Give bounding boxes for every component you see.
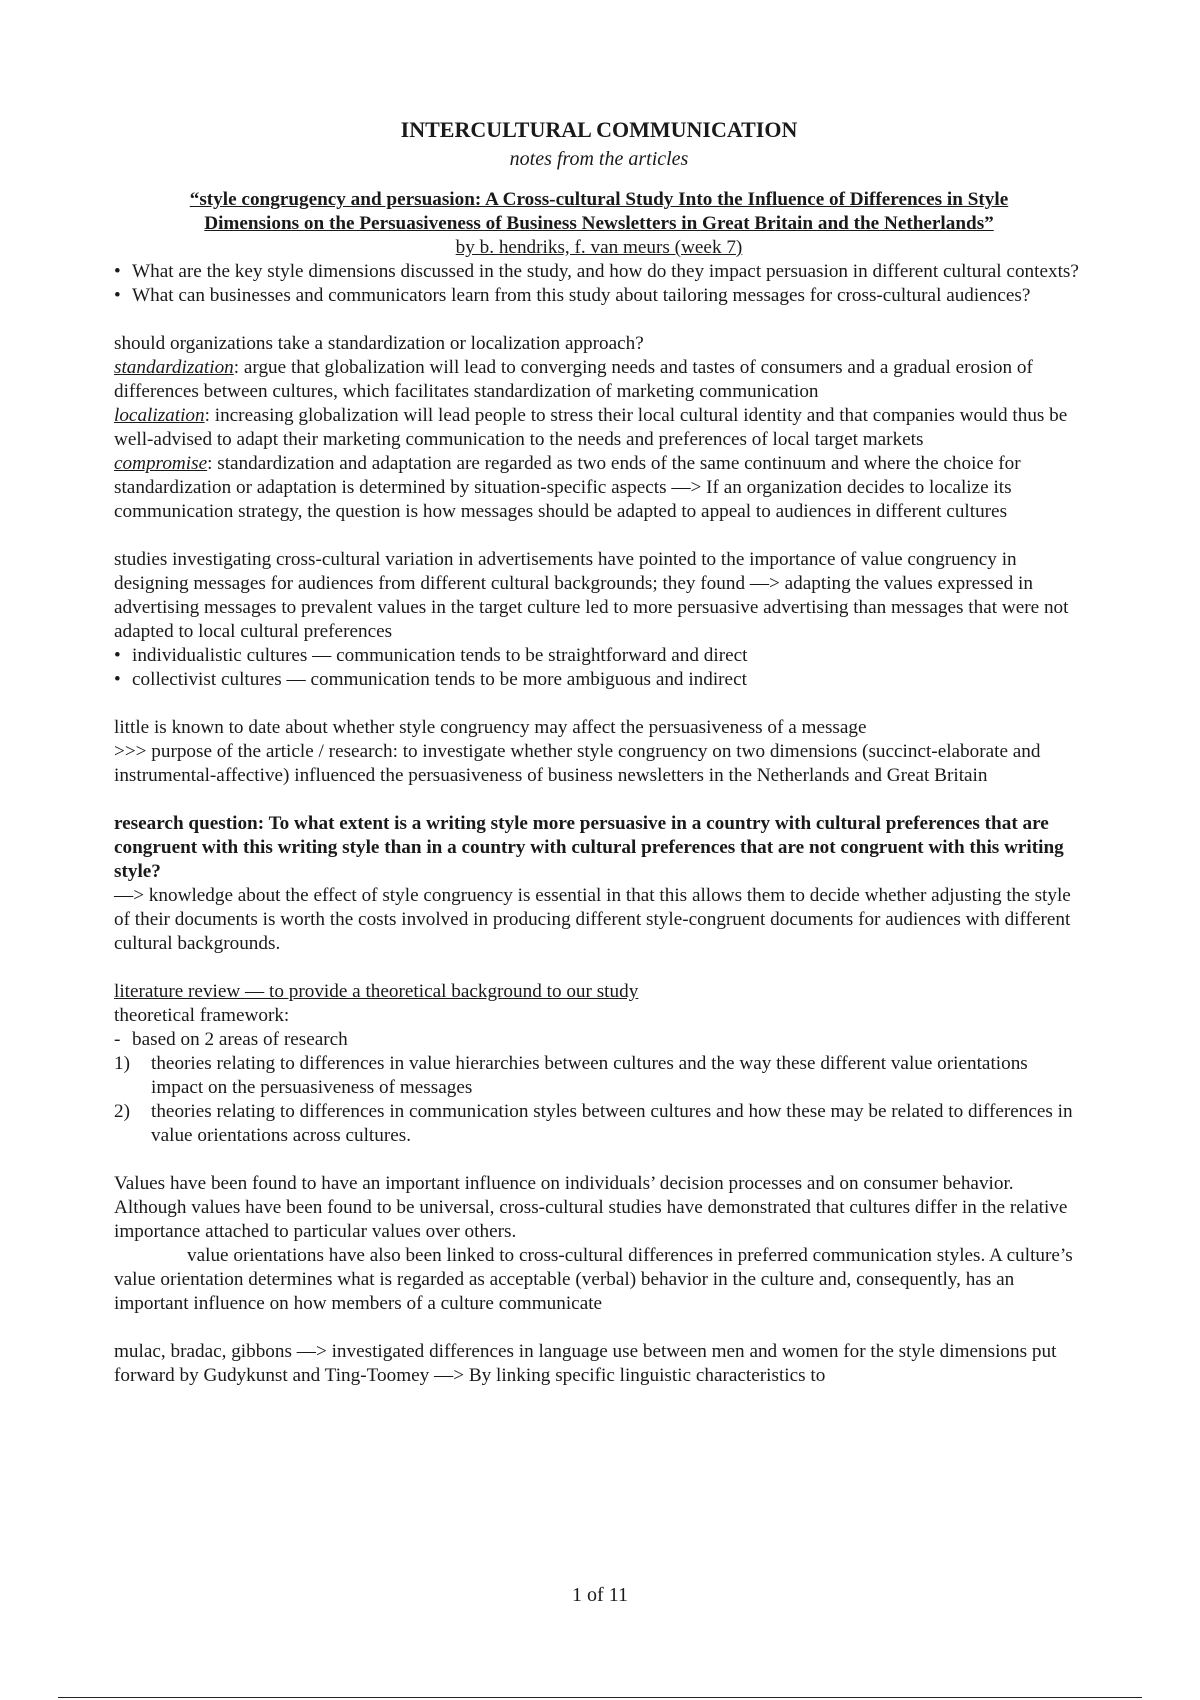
page-number: 1 of 11 <box>572 1584 628 1606</box>
framework-label: theoretical framework: <box>114 1005 290 1026</box>
document-title: INTERCULTURAL COMMUNICATION <box>400 117 798 142</box>
study-question: • What can businesses and communicators learn from this study about tailoring messages for cross-cultural audiences? <box>114 284 1084 308</box>
research-area-text: theories relating to differences in communication styles between cultures and how these may be related to differences in value orientations across cultures. <box>151 1101 1073 1146</box>
compromise-paragraph <box>114 452 1084 524</box>
purpose-statement: >>> purpose of the article / research: to investigate whether style congruency on two dimensions (succinct-elaborate and instrumental-affective) influenced the persuasiveness of business newsletters in the Netherlands and Great Britain <box>114 741 1041 786</box>
mulac-paragraph: mulac, bradac, gibbons —> investigated differences in language use between men and women for the style dimensions put forward by Gudykunst and Ting-Toomey —> By linking specific linguistic characteristics to <box>114 1341 1057 1386</box>
values-section <box>114 1172 1084 1316</box>
document-subtitle: notes from the articles <box>509 148 689 170</box>
dash-item-text: based on 2 areas of research <box>132 1029 348 1050</box>
purpose-intro: little is known to date about whether style congruency may affect the persuasiveness of a message <box>114 717 867 738</box>
document-page <box>114 112 1084 1388</box>
value-congruency-section <box>114 548 1084 692</box>
localization-term: localization <box>114 405 205 426</box>
approach-question: should organizations take a standardization or localization approach? <box>114 333 644 354</box>
article-heading <box>114 188 1084 260</box>
standardization-term: standardization <box>114 357 234 378</box>
approach-section <box>114 332 1084 524</box>
research-question-followup: —> knowledge about the effect of style congruency is essential in that this allows them to decide whether adjusting the style of their documents is worth the costs involved in producing different style-congruent documents for audiences with different cultural backgrounds. <box>114 885 1071 954</box>
footer-divider <box>58 1697 1142 1698</box>
culture-types-list <box>114 644 1084 692</box>
research-area-number: 2) <box>114 1101 130 1122</box>
article-title-line-2: Dimensions on the Persuasiveness of Business Newsletters in Great Britain and the Netherlands” <box>204 213 994 234</box>
literature-section <box>114 980 1084 1148</box>
study-question: • What are the key style dimensions discussed in the study, and how do they impact persuasion in different cultural contexts? <box>114 260 1084 284</box>
culture-type-item: • individualistic cultures — communication tends to be straightforward and direct <box>114 644 1084 668</box>
compromise-term: compromise <box>114 453 208 474</box>
study-questions-list <box>114 260 1084 308</box>
research-question: research question: To what extent is a writing style more persuasive in a country with cultural preferences that are congruent with this writing style than in a country with cultural preferences that are not congruent with this writing style? <box>114 813 1064 882</box>
compromise-text: : standardization and adaptation are regarded as two ends of the same continuum and where the choice for standardization or adaptation is determined by situation-specific aspects —> If an organization decides to localize its communication strategy, the question is how messages should be adapted to appeal to audiences in different cultures <box>114 453 1021 522</box>
localization-paragraph <box>114 404 1084 452</box>
research-areas-list <box>114 1052 1084 1148</box>
standardization-paragraph <box>114 356 1084 404</box>
article-byline: by b. hendriks, f. van meurs (week 7) <box>455 237 743 258</box>
research-area-text: theories relating to differences in value hierarchies between cultures and the way these different value orientations impact on the persuasiveness of messages <box>151 1053 1028 1098</box>
framework-dash-item <box>114 1028 1084 1052</box>
localization-text: : increasing globalization will lead people to stress their local cultural identity and that companies would thus be well-advised to adapt their marketing communication to the needs and preferences of local target markets <box>114 405 1068 450</box>
literature-heading: literature review — to provide a theoretical background to our study <box>114 981 639 1002</box>
culture-type-item: • collectivist cultures — communication tends to be more ambiguous and indirect <box>114 668 1084 692</box>
standardization-text: : argue that globalization will lead to converging needs and tastes of consumers and a gradual erosion of differences between cultures, which facilitates standardization of marketing communication <box>114 357 1033 402</box>
dash-marker: - <box>114 1029 121 1050</box>
research-area-number: 1) <box>114 1053 130 1074</box>
values-paragraph-2: value orientations have also been linked to cross-cultural differences in preferred communication styles. A culture’s value orientation determines what is regarded as acceptable (verbal) behavior in the culture and, consequently, has an important influence on how members of a culture communicate <box>114 1245 1073 1314</box>
article-title-line-1: “style congrugency and persuasion: A Cross-cultural Study Into the Influence of Differences in Style <box>189 189 1009 210</box>
research-area-item <box>114 1052 1084 1100</box>
value-congruency-paragraph: studies investigating cross-cultural variation in advertisements have pointed to the importance of value congruency in designing messages for audiences from different cultural backgrounds; they found —> adapting the values expressed in advertising messages to prevalent values in the target culture led to more persuasive advertising than messages that were not adapted to local cultural preferences <box>114 549 1069 642</box>
purpose-section <box>114 716 1084 788</box>
values-paragraph-1: Values have been found to have an important influence on individuals’ decision processes and on consumer behavior. Although values have been found to be universal, cross-cultural studies have demonstrated that cultures differ in the relative importance attached to particular values over others. <box>114 1173 1068 1242</box>
research-area-item <box>114 1100 1084 1148</box>
research-question-section <box>114 812 1084 956</box>
